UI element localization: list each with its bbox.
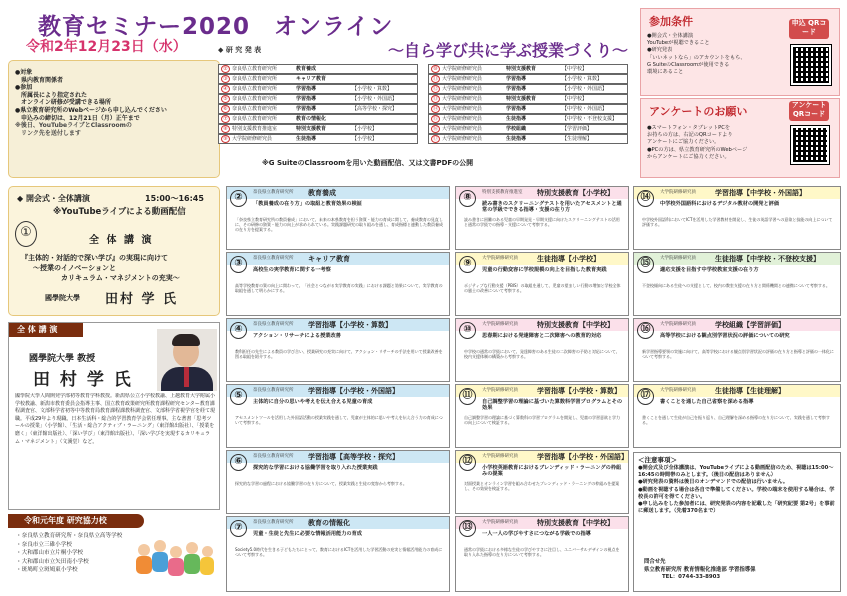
card-title: 高校生の実学教育に関する一考察: [253, 267, 331, 273]
registry-category: 教育養成: [296, 66, 317, 72]
registry-level: 【高等学校・探究】: [352, 106, 398, 112]
participation-item: 「いいネットなら」のアカウントをもち、: [647, 54, 746, 61]
card-title: 主体的に自分の思いや考えを伝え合える児童の育成: [253, 399, 373, 405]
registry-org: 大学院研修研究員: [442, 96, 483, 102]
card-org: 大学院研修研究員: [660, 388, 696, 393]
registry-category: 学習指導: [296, 86, 317, 92]
card-number: ⑧: [459, 190, 476, 207]
card-category: 生徒指導【小学校】: [537, 255, 600, 263]
participation-item: YouTubeが視聴できること: [647, 40, 710, 47]
research-card: [226, 450, 450, 514]
registry-category: 特別支援教育: [506, 96, 537, 102]
registry-row: [428, 84, 628, 94]
registry-row: [218, 74, 418, 84]
registry-level: 【生徒理解】: [562, 136, 593, 142]
registry-org: 奈良県立教育研究所: [232, 66, 278, 72]
method-line-1: オンライン研修が受講できる場所: [21, 99, 111, 107]
card-title: 読み書きのスクリーニングテストを用いたアセスメントと通常の学級でできる指導・支援の在り方: [482, 201, 622, 214]
school-item: ・奈良県立教育研究所・奈良県立高等学校: [16, 533, 123, 539]
registry-row: [218, 114, 418, 124]
registry-number: ⑬: [432, 96, 438, 102]
registry-row: [428, 104, 628, 114]
youtube-note: ※YouTubeライブによる動画配信: [53, 207, 186, 217]
registry-category: 学習指導: [296, 96, 317, 102]
registry-category: 学校組織: [506, 126, 527, 132]
card-number: ⑪: [459, 388, 476, 405]
participation-item: ●開会式・全体講演: [647, 33, 694, 39]
card-title: 自己調整学習の理論に基づいた算数科学習プログラムとその効果: [482, 399, 623, 412]
survey-item: ●スマートフォン・タブレットPCを: [647, 125, 731, 131]
note-item: ●開会式及び全体講演は、YouTubeライブによる動画配信のため、視聴は15:00～16:45の時間帯のみとします。（後日の配信はありません）: [638, 465, 834, 479]
contact-label: 問合せ先: [644, 559, 666, 565]
apply-label: ●県立教育研究所のWebページから申し込んでください: [15, 106, 167, 114]
registry-category: 学習指導: [506, 86, 527, 92]
survey-qr-code[interactable]: [791, 126, 829, 164]
card-category: 学習指導【高等学校・探究】: [308, 453, 399, 461]
deadline: 申込みの締切は、12月21日（月）正午まで: [21, 114, 140, 122]
card-org: 奈良県立教育研究所: [253, 520, 294, 525]
registry-org: 大学院研修研究員: [442, 136, 483, 142]
theme-line-1: ～授業のイノベーションと: [33, 264, 117, 272]
profile-name: 田 村 学 氏: [33, 370, 133, 390]
research-card: [633, 252, 841, 316]
apply-qr-code[interactable]: [791, 45, 831, 85]
note-item: ●申し込みをした参加者には、研究発表の内容を記載した「研究紀要 第2号」を事前に郵送します。（先着370名まで）: [638, 501, 835, 515]
card-org: 奈良県立教育研究所: [253, 190, 294, 195]
registry-org: 大学院研修研究員: [442, 86, 483, 92]
research-card: [633, 186, 841, 250]
registry-number: ⑮: [432, 116, 438, 122]
theme-line-0: 『主体的・対話的で深い学び』の実現に向けて: [21, 254, 168, 262]
page-subtitle: ～自ら学び共に学ぶ授業づくり～: [388, 41, 629, 60]
registry-number: ⑯: [432, 126, 438, 132]
card-category: 学習指導【小学校・算数】: [308, 321, 392, 329]
survey-item: お持ちの方は、右記のQRコードより: [647, 132, 733, 139]
card-body: 教科担任の先生による教員の学び合い、授業研究の充実に向けて、アクション・リサーチの手法を用いて授業改善を図る取組を紹介する。: [235, 349, 443, 360]
registry-level: 【中学校・不登校支援】: [562, 116, 618, 122]
registry-org: 奈良県立教育研究所: [232, 96, 278, 102]
contact-tel: TEL：0744-33-8903: [662, 574, 721, 581]
registry-level: 【小学校・算数】: [352, 86, 393, 92]
card-title: 書くことを通した自己省察を深める指導: [660, 399, 754, 405]
target-value: 県内教育関係者: [21, 76, 64, 84]
card-body: 書くことを通して生徒が自己を振り返り、自己理解を深める指導の在り方について、実践を通して考察する。: [642, 415, 830, 426]
registry-org: 奈良県立教育研究所: [232, 86, 278, 92]
cooperation-box: [8, 514, 220, 592]
registry-number: ②: [221, 65, 230, 73]
registry-level: 【小学校】: [352, 136, 378, 142]
registry-org: 特別支援教育推進室: [232, 126, 278, 132]
profile-text: 國學院大學人間開発学部初等教育学科教授。新潟県公立小学校教諭、上越教育大学附属小学校教諭、新潟市教育委員会指導主事、国立教育政策研究所教育課程研究センター教育課程調査官、文部科学省初等中等教育局教育課程課教科調査官、文部科学省視学官を経て現職。平成29年より現職。日本生活科・総合的学習教育学会常任理事。主な著書「思考ツールの授業」（小学館）、「生活・総合アクティブ・ラーニング」（東洋館出版社）、「授業を磨く」（東洋館出版社）、「深い学び」（東洋館出版社）、「深い学びを実現するカリキュラム・マネジメント」（文溪堂）など。: [15, 393, 215, 445]
registry-level: 【小学校・外国語】: [352, 96, 398, 102]
card-category: 学習指導【小学校・外国語】: [308, 387, 399, 395]
school-item: ・大和郡山市立矢田南小学校: [16, 558, 89, 565]
card-org: 大学院研修研究員: [482, 520, 518, 525]
registry-category: 生徒指導: [296, 136, 317, 142]
registry-number: ⑨: [221, 135, 230, 143]
card-org: 大学院研修研究員: [482, 454, 518, 459]
card-org: 奈良県立教育研究所: [253, 256, 294, 261]
card-body: 読み書きに困難のある児童の早期発見・早期支援に向けたスクリーニングテストの活用と通常の学級での指導・支援について考察する。: [464, 217, 620, 228]
registry-level: 【小学校・算数】: [562, 76, 603, 82]
card-org: 大学院研修研究員: [482, 388, 518, 393]
overall-lecture-box: [8, 186, 220, 316]
info-box: [8, 60, 220, 178]
card-org: 大学院研修研究員: [482, 322, 518, 327]
registry-org: 奈良県立教育研究所: [232, 116, 278, 122]
research-card: [455, 318, 629, 382]
children-illustration: [136, 534, 216, 590]
registry-category: キャリア教育: [296, 76, 327, 82]
lecturer-name: 田村 学 氏: [105, 292, 179, 307]
card-number: ⑦: [230, 520, 247, 537]
participation-title: 参加条件: [649, 15, 693, 28]
registry-number: ⑤: [221, 95, 230, 103]
notes-box: [633, 452, 841, 592]
lecturer-univ: 國學院大學: [45, 294, 80, 302]
card-category: 学習指導【小学校・算数】: [537, 387, 621, 395]
card-title: アクション・リサーチによる授業改善: [253, 333, 341, 339]
registry-number: ⑭: [432, 106, 438, 112]
card-number: ⑭: [637, 190, 654, 207]
card-org: 大学院研修研究員: [660, 190, 696, 195]
card-title: 一人一人の学びやすさにつながる学級での指導: [482, 531, 591, 537]
registry-category: 学習指導: [506, 76, 527, 82]
card-title: 児童・生徒と先生に必要な情報活用能力の育成: [253, 531, 362, 537]
research-card: [226, 186, 450, 250]
theme-line-2: カリキュラム・マネジメントの充実～: [61, 274, 180, 282]
registry-number: ⑫: [432, 86, 438, 92]
registry-org: 大学院研修研究員: [442, 66, 483, 72]
research-card: [226, 252, 450, 316]
card-category: 学習指導【中学校・外国語】: [715, 189, 806, 197]
registry-level: 【中学校・外国語】: [562, 106, 608, 112]
registry-row: [428, 74, 628, 84]
registry-category: 生徒指導: [506, 136, 527, 142]
registry-level: 【中学校】: [562, 96, 588, 102]
lecture-number: ①: [15, 221, 37, 247]
card-body: 不登校傾向にある生徒への支援として、校内の教室支援の在り方と関係機関との連携について考察する。: [642, 283, 830, 288]
registry-level: 【小学校】: [352, 126, 378, 132]
card-org: 大学院研修研究員: [482, 256, 518, 261]
registry-category: 特別支援教育: [506, 66, 537, 72]
research-card: [455, 252, 629, 316]
card-body: アセスメントツールを活用した外国語活動の授業実践を通して、児童が主体的に思いや考えを伝え合う力の育成について考察する。: [235, 415, 443, 426]
card-category: 特別支援教育【中学校】: [537, 321, 614, 329]
registry-org: 大学院研修研究員: [442, 106, 483, 112]
page-title: 教育セミナー2020 オンライン: [38, 14, 394, 40]
registry-row: [428, 114, 628, 124]
registry-level: 【中学校】: [562, 66, 588, 72]
card-number: ⑥: [230, 454, 247, 471]
registry-org: 奈良県立教育研究所: [232, 106, 278, 112]
registry-row: [218, 124, 418, 134]
card-title: 中学校外国語科におけるデジタル教材の開発と評価: [660, 201, 780, 207]
registry-category: 教育の情報化: [296, 116, 327, 122]
research-card: [226, 516, 450, 592]
gsuite-note: ※G SuiteのClassroomを用いた動画配信、又は文書PDFの公開: [262, 159, 474, 167]
registry-org: 大学院研修研究員: [442, 116, 483, 122]
card-body: 高等学校教育の質の向上に関わって、「社会とつながる実学教育の実践」における課題と効果について、実学教育の取組を通して明らかにする。: [235, 283, 443, 294]
card-number: ⑬: [459, 520, 476, 537]
survey-item: アンケートにご協力ください。: [647, 139, 720, 146]
card-number: ⑤: [230, 388, 247, 405]
card-category: 特別支援教育【小学校】: [537, 189, 614, 197]
card-body: 「奈良県立教育研究所の教員養成」において、未来の本県教育を担う資質・能力の育成に関して、養成教育の見直しに、その研修の資質・能力の向上が求められている。実践課題研究の取り組みを通し、育成指標と連動した教員養成の在り方を提案する。: [235, 217, 443, 233]
registry-category: 生徒指導: [506, 116, 527, 122]
registry-number: ④: [221, 85, 230, 93]
registry-row: [428, 124, 628, 134]
participation-box: [640, 8, 840, 96]
card-org: 奈良県立教育研究所: [253, 388, 294, 393]
card-body: Society5.0時代を生きる子どもたちにとって、教育におけるICTを活用した学習活動の充実と情報活用能力の育成について考察する。: [235, 547, 443, 558]
card-org: 大学院研修研究員: [660, 322, 696, 327]
card-title: 思春期における発達障害と二次障害への教育的対応: [482, 333, 602, 339]
target-label: ●対象: [15, 69, 33, 76]
card-number: ⑩: [459, 322, 476, 339]
research-card: [226, 384, 450, 448]
registry-number: ⑧: [221, 125, 230, 133]
profile-label: 全 体 講 演: [9, 323, 83, 337]
registry-row: [218, 134, 418, 144]
registry-row: [218, 64, 418, 74]
registry-number: ⑪: [432, 76, 438, 82]
card-category: 学習指導【小学校・外国語】: [537, 453, 628, 461]
research-card: [455, 186, 629, 250]
registry-number: ⑰: [432, 136, 438, 142]
card-number: ⑰: [637, 388, 654, 405]
card-number: ⑯: [637, 322, 654, 339]
registry-row: [218, 104, 418, 114]
card-body: 中学校外国語科においてICTを活用した学習教材を開発し、生徒の英語学習への意欲と技能の向上について評価する。: [642, 217, 833, 228]
card-title: 高等学校における観点別学習状況の評価についての研究: [660, 333, 790, 339]
research-label: ◆ 研 究 発 表: [218, 46, 262, 54]
card-body: ポジティブな行動支援（PBIS）の取組を通して、児童の望ましい行動の増加と学校全体の風土の改善について考察する。: [464, 283, 621, 294]
card-number: ②: [230, 190, 247, 207]
survey-item: からアンケートにご協力ください。: [647, 153, 730, 160]
card-title: 児童の行動変容に学校規模の向上を目指した教育実践: [482, 267, 607, 273]
survey-box: [640, 98, 840, 178]
card-number: ⑮: [637, 256, 654, 273]
note-item: ●動画を視聴する場合は各自で準備してください。学校の端末を使用する場合は、学校長の許可を得てください。: [638, 486, 835, 500]
school-item: ・斑鳩町立斑鳩東小学校: [16, 567, 78, 574]
event-date: 令和2年12月23日（水）: [26, 39, 187, 55]
notes-title: ＜注意事項＞: [638, 456, 677, 464]
card-body: 中学校の通常の学級において、発達障害のある生徒の二次障害の予防と対応について、校内支援体制の構築から考察する。: [464, 349, 620, 360]
card-number: ④: [230, 322, 247, 339]
card-title: 「教員養成の在り方」の取組と教育効果の検証: [253, 201, 362, 207]
participation-item: 環境にあること: [647, 69, 684, 76]
registry-level: 【小学校・外国語】: [562, 86, 608, 92]
cooperation-label: 令和元年度 研究協力校: [8, 514, 144, 528]
registry-number: ⑦: [221, 115, 230, 123]
card-category: 学校組織【学習評価】: [715, 321, 785, 329]
card-category: 教育の情報化: [308, 519, 350, 527]
method-line-0: 所属長により指定された: [21, 91, 88, 99]
survey-title: アンケートのお願い: [649, 105, 748, 118]
note-line-1: リンク先を送付します: [21, 129, 81, 137]
research-card: [633, 318, 841, 382]
card-title: 適応支援を目指す中学校教室支援の在り方: [660, 267, 759, 273]
registry-number: ⑥: [221, 105, 230, 113]
registry-row: [428, 64, 628, 74]
registry-row: [218, 94, 418, 104]
registry-org: 大学院研修研究員: [442, 126, 483, 132]
card-title: 探究的な学習における協働学習を取り入れた授業実践: [253, 465, 378, 471]
registry-category: 学習指導: [506, 106, 527, 112]
card-number: ⑫: [459, 454, 476, 471]
card-category: 生徒指導【中学校・不登校支援】: [715, 255, 820, 263]
card-body: 探究的な学習の過程における協働学習の在り方について、授業実践と生徒の変容から考察する。: [235, 481, 407, 486]
research-card: [226, 318, 450, 382]
registry-org: 大学院研修研究員: [232, 136, 273, 142]
registry-row: [428, 134, 628, 144]
overall-label: ◆ 開会式・全体講演: [17, 194, 90, 203]
card-body: 対面授業とオンライン学習を組み合わせたブレンディッド・ラーニングの枠組みを提案し、その効果を検証する。: [464, 481, 620, 492]
card-org: 大学院研修研究員: [660, 256, 696, 261]
registry-category: 特別支援教育: [296, 126, 327, 132]
registry-number: ③: [221, 75, 230, 83]
registry-category: 学習指導: [296, 106, 317, 112]
registry-row: [218, 84, 418, 94]
contact-org: 県立教育研究所 教育情報化推進部 学習指導係: [644, 566, 756, 573]
research-card: [455, 384, 629, 448]
card-category: 特別支援教育【中学校】: [537, 519, 614, 527]
profile-box: [8, 322, 220, 510]
survey-item: ●PCの方は、県立教育研究所のWebページ: [647, 146, 748, 153]
school-item: ・大和郡山市立片桐小学校: [16, 550, 84, 557]
registry-org: 奈良県立教育研究所: [232, 76, 278, 82]
participation-item: ●研究発表: [647, 47, 673, 54]
card-number: ⑨: [459, 256, 476, 273]
profile-title: 國學院大學 教授: [29, 354, 96, 364]
research-card: [455, 450, 629, 514]
card-number: ③: [230, 256, 247, 273]
lecturer-photo: [157, 329, 217, 391]
card-org: 特別支援教育推進室: [482, 190, 523, 195]
research-card: [633, 384, 841, 448]
registry-org: 大学院研修研究員: [442, 76, 483, 82]
card-title: 小学校英語教育におけるブレンディッド・ラーニングの枠組みの提案: [482, 465, 622, 478]
card-body: 新学習指導要領の実施に向けて、高等学校における観点別学習状況の評価の在り方と指導と評価の一体化について考察する。: [642, 349, 834, 360]
card-category: キャリア教育: [308, 255, 350, 263]
card-category: 教育養成: [308, 189, 336, 197]
card-body: 通常の学級における多様な生徒の学びやすさに注目し、ユニバーサルデザインの視点を取り入れた指導の在り方について考察する。: [464, 547, 620, 558]
registry-number: ⑩: [431, 65, 440, 73]
apply-qr-label: 申込 QRコード: [789, 19, 829, 39]
method-label: ●参加: [15, 84, 33, 92]
note-item: ●研究発表の資料は後日のオンデマンドでの配信は行いません。: [638, 479, 789, 486]
registry-level: 【学習評価】: [562, 126, 593, 132]
kouen-title: 全 体 講 演: [89, 235, 154, 246]
card-org: 奈良県立教育研究所: [253, 322, 294, 327]
registry-row: [428, 94, 628, 104]
school-item: ・奈良市立三碓小学校: [16, 541, 72, 548]
card-org: 奈良県立教育研究所: [253, 454, 294, 459]
research-card: [455, 516, 629, 592]
survey-qr-label: アンケート QRコード: [789, 101, 829, 121]
card-category: 生徒指導【生徒理解】: [715, 387, 785, 395]
note-line-0: ※後日、YouTubeライブとClassroomの: [15, 122, 132, 130]
participation-item: G SuiteのClassroomが使用できる: [647, 61, 730, 68]
card-body: 自己調整学習の理論に基づく算数科の学習プログラムを開発し、児童の学習意欲と学力の向上について検証する。: [464, 415, 620, 426]
overall-time: 15:00～16:45: [145, 194, 204, 203]
